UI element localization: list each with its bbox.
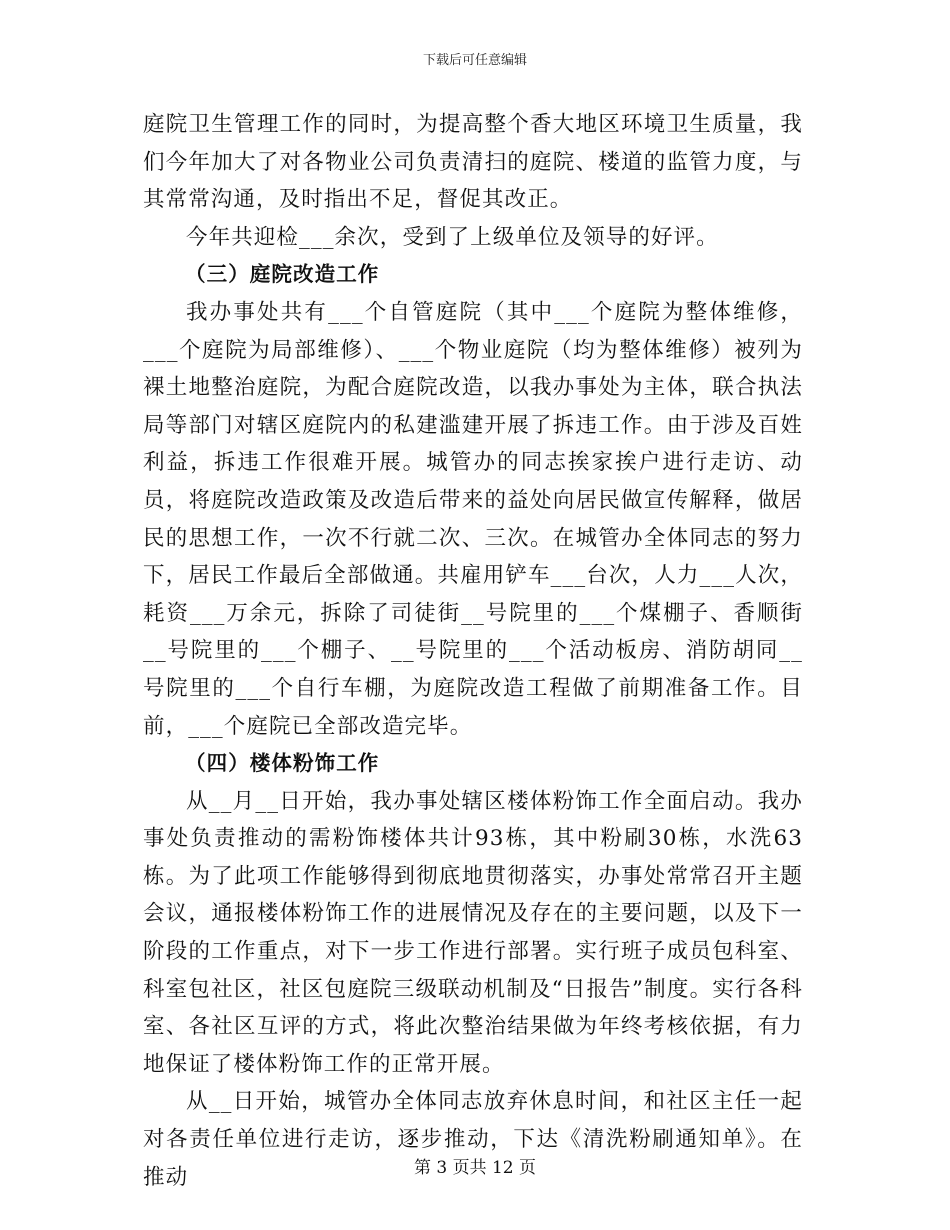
page-header: 下载后可任意编辑 — [422, 53, 527, 68]
paragraph-courtyard-renovation: 我办事处共有___个自管庭院（其中___个庭院为整体维修，___个庭院为局部维修）、___个物业庭院（均为整体维修）被列为裸土地整治庭院，为配合庭院改造，以我办事处为主体，联合执法局等部门对辖区庭院内的私建滥建开展了拆违工作。由于涉及百姓利益，拆违工作很难开展。城管办的同志挨家挨户进行走访、动员，将庭院改造政策及改造后带来的益处向居民做宣传解释，做居民的思想工作，一次不行就二次、三次。在城管办全体同志的努力下，居民工作最后全部做通。共雇用铲车___台次，人力___人次，耗资___万余元，拆除了司徒街__号院里的___个煤棚子、香顺街__号院里的___个棚子、__号院里的___个活动板房、消防胡同__号院里的___个自行车棚，为庭院改造工程做了前期准备工作。目前，___个庭院已全部改造完毕。 — [143, 299, 803, 739]
paragraph-visits: 从__日开始，城管办全体同志放弃休息时间，和社区主任一起对各责任单位进行走访，逐步推动，下达《清洗粉刷通知单》。在推动 — [143, 1089, 803, 1190]
page-number: 第 3 页共 12 页 — [413, 1158, 537, 1178]
section-heading-building-facade: （四）楼体粉饰工作 — [185, 751, 380, 776]
section-heading-courtyard-renovation: （三）庭院改造工作 — [185, 262, 380, 287]
paragraph-inspection: 今年共迎检___余次，受到了上级单位及领导的好评。 — [186, 224, 719, 250]
paragraph-building-facade: 从__月__日开始，我办事处辖区楼体粉饰工作全面启动。我办事处负责推动的需粉饰楼体共计93栋，其中粉刷30栋，水洗63栋。为了此项工作能够得到彻底地贯彻落实，办事处常常召开主题会议，通报楼体粉饰工作的进展情况及存在的主要问题，以及下一阶段的工作重点，对下一步工作进行部署。实行班子成员包科室、科室包社区，社区包庭院三级联动机制及“日报告”制度。实行各科室、各社区互评的方式，将此次整治结果做为年终考核依据，有力地保证了楼体粉饰工作的正常开展。 — [143, 788, 803, 1077]
document-body — [143, 106, 803, 1196]
paragraph-continued: 庭院卫生管理工作的同时，为提高整个香大地区环境卫生质量，我们今年加大了对各物业公司负责清扫的庭院、楼道的监管力度，与其常常沟通，及时指出不足，督促其改正。 — [143, 112, 803, 213]
